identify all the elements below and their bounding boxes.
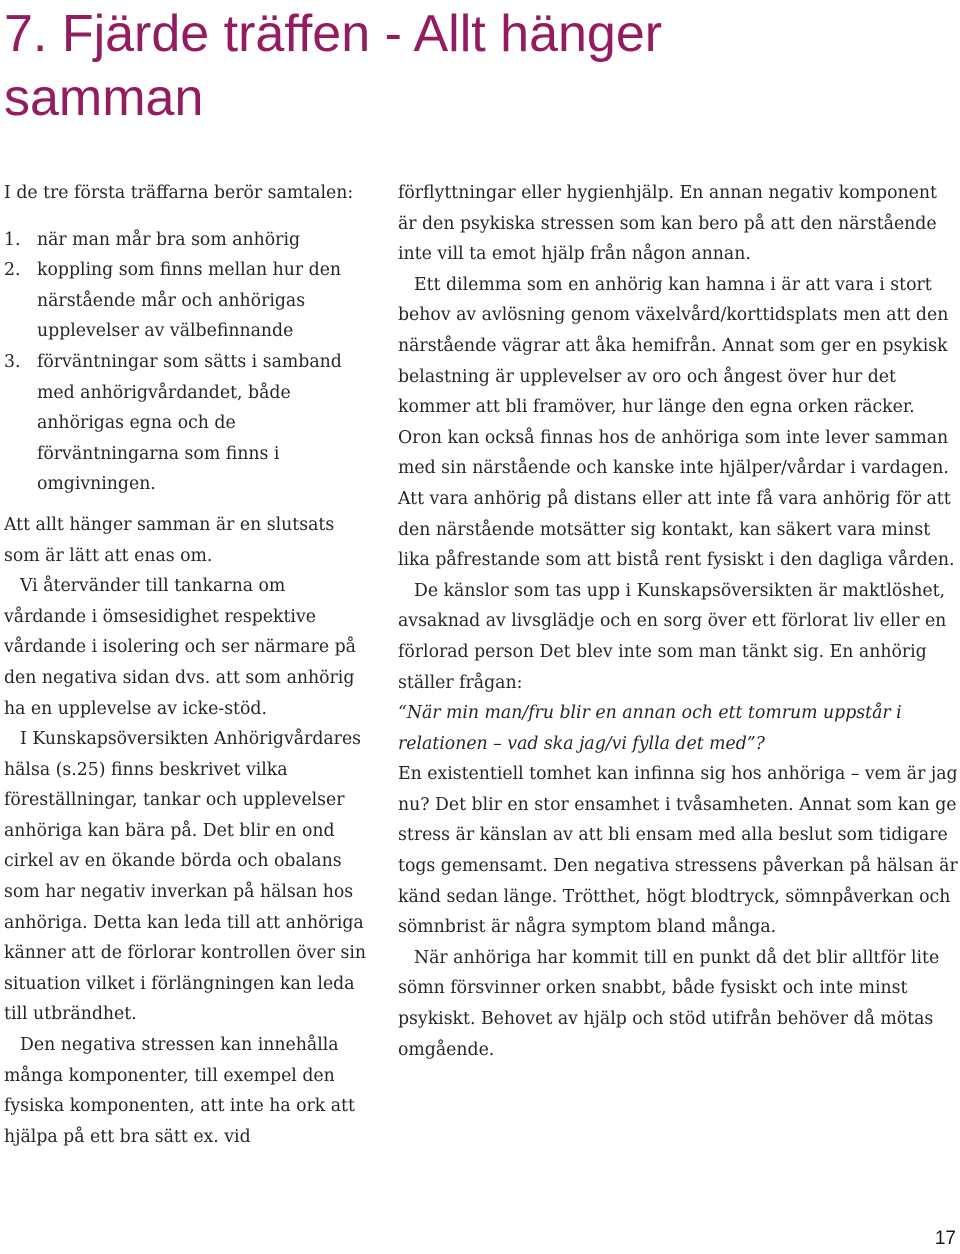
meeting-topics-list xyxy=(4,225,369,500)
body-paragraph: När anhöriga har kommit till en punkt då det blir alltför lite sömn försvinner orken snabbt, både fysiskt och inte minst psykiskt. Behovet av hjälp och stöd utifrån behöver då mötas omgående. xyxy=(398,947,940,1060)
list-item-text: när man mår bra som anhörig xyxy=(37,229,301,250)
page-number: 17 xyxy=(934,1228,956,1249)
body-paragraph: I Kunskapsöversikten Anhörigvårdares hälsa (s.25) finns beskrivet vilka föreställningar, tankar och upplevelser anhöriga kan bära på. Det blir en ond cirkel av en ökande börda och obalans som har negativ inverkan på hälsan hos anhöriga. Detta kan leda till att anhöriga känner att de förlorar kontrollen över sin situation vilket i förlängningen kan leda till utbrändhet. xyxy=(4,729,366,1025)
title-line-1: 7. Fjärde träffen - Allt hänger xyxy=(4,5,663,63)
body-paragraph: Den negativa stressen kan innehålla många komponenter, till exempel den fysiska komponenten, att inte ha ork att hjälpa på ett bra sätt ex. vid xyxy=(4,1035,355,1147)
body-paragraph: Vi återvänder till tankarna om vårdande i ömsesidighet respektive vårdande i isolering och ser närmare på den negativa sidan dvs. att som anhörig ha en upplevelse av icke-stöd. xyxy=(4,576,356,719)
list-item xyxy=(4,255,369,347)
body-paragraph: En existentiell tomhet kan infinna sig hos anhöriga – vem är jag nu? Det blir en stor ensamhet i tvåsamheten. Annat som kan ge stress är känslan av att bli ensam med alla beslut som tidigare togs gemensamt. Den negativa stressens påverkan på hälsan är känd sedan länge. Trötthet, högt blodtryck, sömnpåverkan och sömnbrist är några symptom bland många. xyxy=(398,764,958,938)
body-paragraph: Ett dilemma som en anhörig kan hamna i är att vara i stort behov av avlösning genom växelvård/korttidsplats men att den närstående vägrar att åka hemifrån. Annat som ger en psykisk belastning är upplevelser av oro och ångest över hur det kommer att bli framöver, hur länge den egna orken räcker. Oron kan också finnas hos de anhöriga som inte lever samman med sin närstående och kanske inte hjälper/vårdar i vardagen. Att vara anhörig på distans eller att inte få vara anhörig för att den närstående motsätter sig kontakt, kan säkert vara minst lika påfrestande som att bistå rent fysiskt i den dagliga vården. xyxy=(398,274,955,571)
body-paragraph: Att allt hänger samman är en slutsats som är lätt att enas om. xyxy=(4,514,335,566)
list-item xyxy=(4,225,369,256)
left-column xyxy=(4,178,369,1152)
right-column xyxy=(398,178,958,1065)
title-line-2: samman xyxy=(4,69,204,127)
list-item-text: förväntningar som sätts i samband med anhörigvårdandet, både anhörigas egna och de förväntningarna som finns i omgivningen. xyxy=(37,351,342,495)
list-item-text: koppling som finns mellan hur den närstående mår och anhörigas upplevelser av välbefinnande xyxy=(37,260,342,342)
list-item-number: 1. xyxy=(4,229,21,250)
list-item xyxy=(4,347,369,500)
list-item-number: 2. xyxy=(4,260,21,281)
body-paragraph: förflyttningar eller hygienhjälp. En annan negativ komponent är den psykiska stressen som kan bero på att den närstående inte vill ta emot hjälp från någon annan. xyxy=(398,183,937,265)
intro-paragraph: I de tre första träffarna berör samtalen: xyxy=(4,183,354,203)
quote: “När min man/fru blir en annan och ett tomrum uppstår i relationen – vad ska jag/vi fylla det med”? xyxy=(398,703,902,754)
body-paragraph: De känslor som tas upp i Kunskapsöversikten är maktlöshet, avsaknad av livsglädje och en sorg över ett förlorat liv eller en förlorad person Det blev inte som man tänkt sig. En anhörig ställer frågan: xyxy=(398,580,947,693)
list-item-number: 3. xyxy=(4,351,21,372)
page-title xyxy=(4,2,944,130)
